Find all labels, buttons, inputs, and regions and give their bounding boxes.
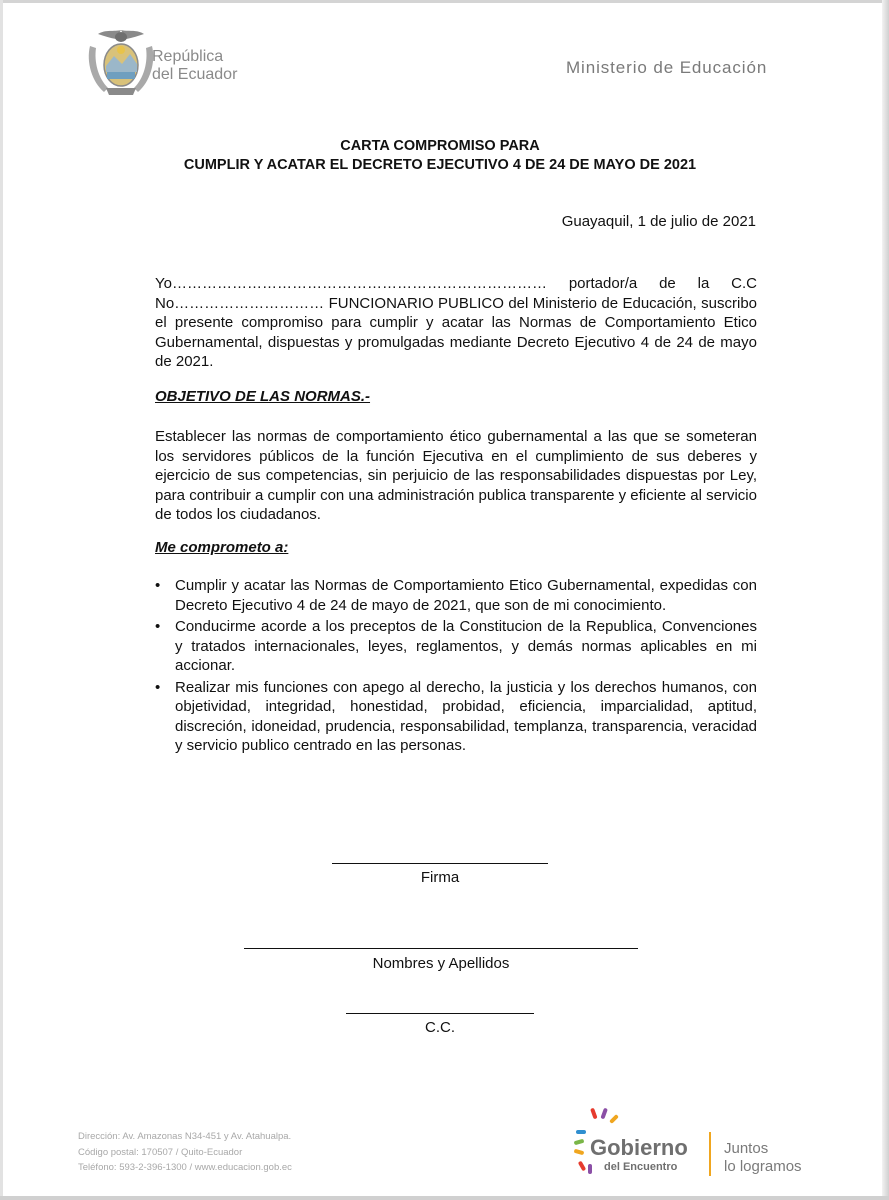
page-edge-right (882, 0, 889, 1200)
commitment-text: Conducirme acorde a los preceptos de la Constitucion de la Republica, Convenciones y tratados internacionales, leyes, reglamentos, y demás normas aplicables en mi accionar. (175, 618, 757, 674)
page-edge-left (0, 0, 3, 1200)
del-encuentro-wordmark: del Encuentro (604, 1161, 678, 1173)
names-line (244, 948, 638, 949)
footer-address: Dirección: Av. Amazonas N34-451 y Av. Atahualpa. (78, 1131, 292, 1142)
id-label: C.C. (425, 1019, 455, 1036)
page-edge-bottom (0, 1196, 889, 1200)
slogan-line1: Juntos (724, 1140, 769, 1157)
commitment-heading: Me comprometo a: (155, 539, 289, 556)
gobierno-wordmark: Gobierno (590, 1135, 688, 1160)
page-edge-top (0, 0, 889, 3)
id-line (346, 1013, 534, 1014)
bullet-icon: • (155, 577, 161, 594)
commitment-text: Realizar mis funciones con apego al derecho, la justicia y los derechos humanos, con objetividad, integridad, honestidad, probidad, eficiencia, imparcialidad, aptitud, discreción, idoneidad, prudencia, responsabilidad, templanza, transparencia, veracidad y servicio publico centrado en las personas. (175, 678, 757, 754)
republic-line1: República (152, 48, 224, 65)
signature-line (332, 863, 548, 864)
commitment-text: Cumplir y acatar las Normas de Comportamiento Etico Gubernamental, expedidas con Decreto Ejecutivo 4 de 24 de mayo de 2021, que son de mi conocimiento. (175, 577, 757, 614)
coat-of-arms-icon (86, 26, 156, 98)
document-date: Guayaquil, 1 de julio de 2021 (561, 213, 756, 230)
objective-paragraph: Establecer las normas de comportamiento ético gubernamental a las que se someteran los servidores públicos de la función Ejecutiva en el cumplimiento de sus deberes y ejercicio de sus competencias, sin perjuicio de las responsabilidades dispuestas por Ley, para contribuir a cumplir con una administración publica transparente y eficiente al servicio de todos los ciudadanos. (155, 428, 757, 523)
republic-line2: del Ecuador (152, 66, 238, 83)
slogan (724, 1140, 802, 1176)
ministry-name: Ministerio de Educación (566, 58, 768, 77)
list-item (155, 678, 757, 756)
bullet-icon: • (155, 678, 161, 696)
list-item (155, 617, 757, 676)
commitment-list (155, 576, 757, 758)
signature-label: Firma (420, 869, 460, 886)
republic-wordmark (152, 48, 237, 84)
slogan-line2: lo logramos (724, 1158, 802, 1175)
bullet-icon: • (155, 618, 161, 635)
footer-divider (709, 1132, 711, 1176)
footer-address-block (78, 1129, 292, 1176)
footer-phone: Teléfono: 593-2-396-1300 / www.educacion.gob.ec (78, 1162, 292, 1173)
footer-postal: Código postal: 170507 / Quito-Ecuador (78, 1146, 243, 1158)
document-title-line2: CUMPLIR Y ACATAR EL DECRETO EJECUTIVO 4 DE 24 DE MAYO DE 2021 (183, 157, 697, 173)
objective-heading: OBJETIVO DE LAS NORMAS.- (155, 388, 371, 405)
document-title-line1: CARTA COMPROMISO PARA (340, 138, 540, 154)
intro-paragraph: Yo………………………………………………………………… portador/a de la C.C No………………………… FUNCIONARIO PUBLICO del Ministerio de Educación, suscribo el presente compromiso para cumplir y acatar las Normas de Comportamiento Etico Gubernamental, dispuestas y promulgadas mediante Decreto Ejecutivo 4 de 24 de mayo de 2021. (155, 275, 757, 370)
list-item (155, 576, 757, 615)
names-label: Nombres y Apellidos (372, 955, 510, 972)
